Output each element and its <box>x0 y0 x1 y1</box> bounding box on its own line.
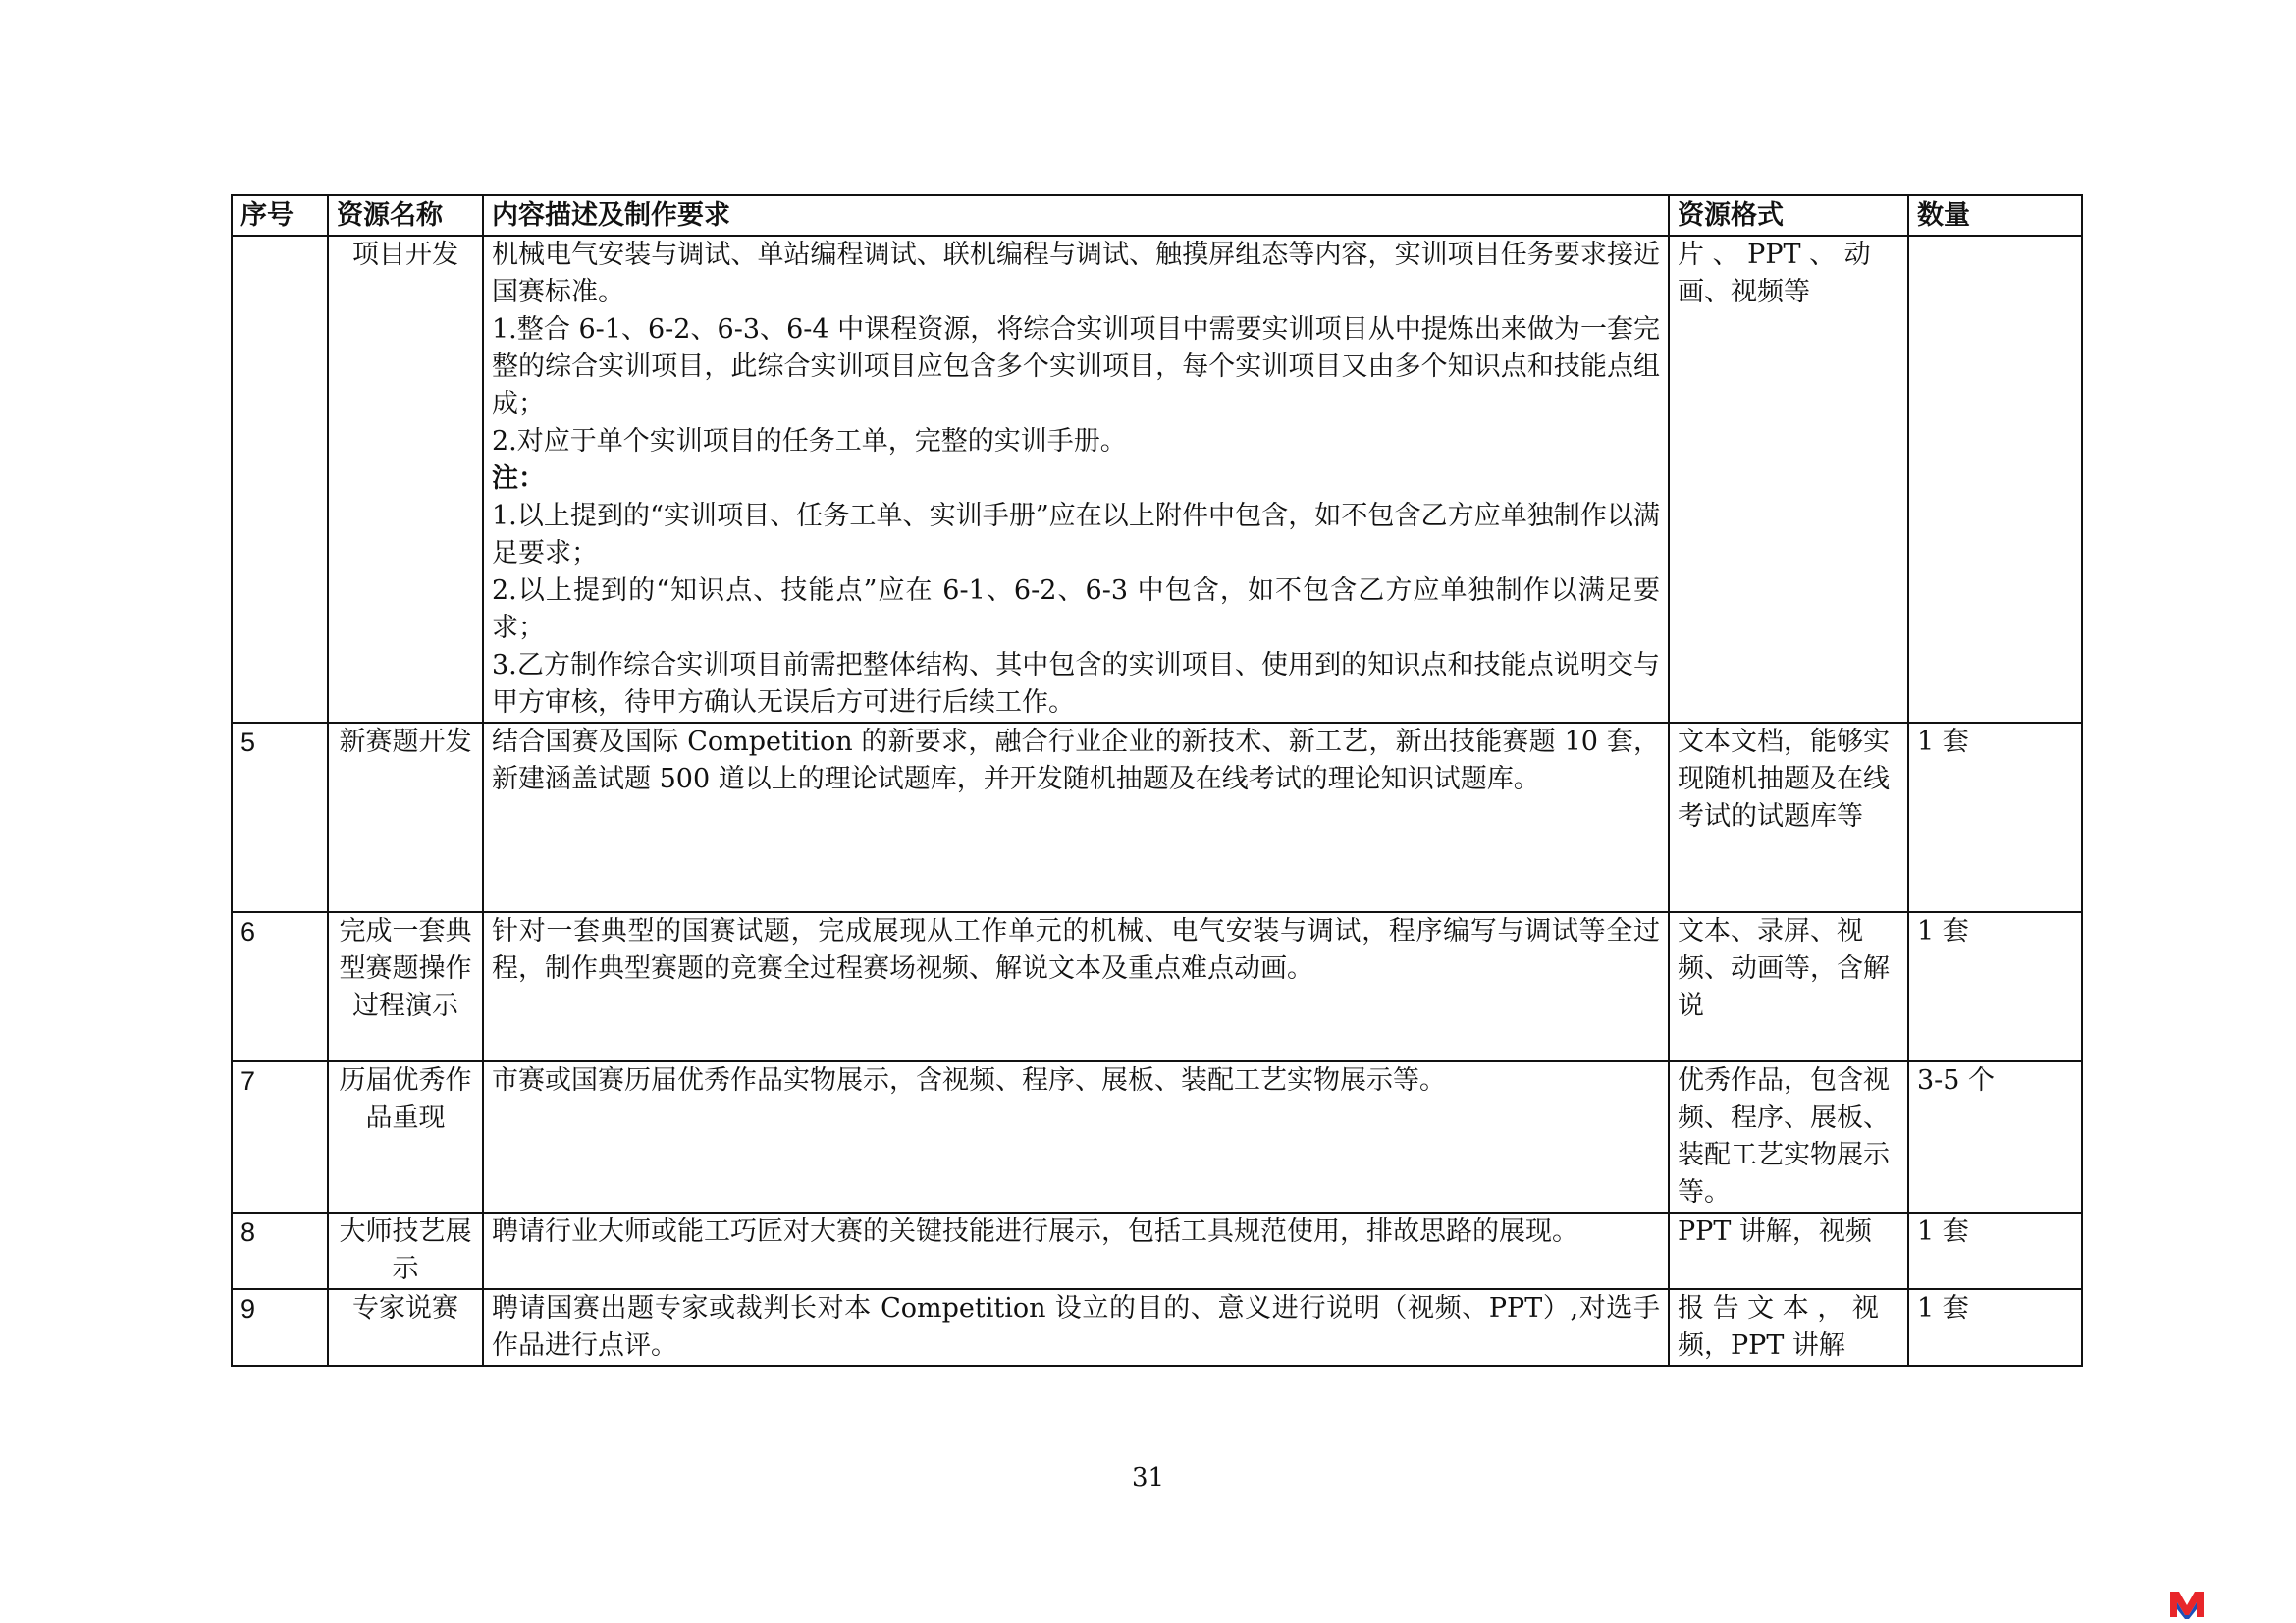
table-row <box>232 1289 2082 1366</box>
cell-no: 6 <box>232 912 328 1061</box>
cell-format: 文本、录屏、视频、动画等，含解说 <box>1669 912 1908 1061</box>
cell-name: 大师技艺展示 <box>328 1213 483 1289</box>
cell-desc <box>483 723 1669 912</box>
header-format: 资源格式 <box>1669 195 1908 236</box>
cell-qty <box>1908 236 2082 723</box>
cell-desc <box>483 1213 1669 1289</box>
cell-no: 7 <box>232 1061 328 1213</box>
cell-desc <box>483 1061 1669 1213</box>
resource-table <box>231 194 2083 1367</box>
desc-paragraph: 市赛或国赛历届优秀作品实物展示，含视频、程序、展板、装配工艺实物展示等。 <box>492 1065 1446 1096</box>
table-row <box>232 912 2082 1061</box>
desc-paragraph: 3.乙方制作综合实训项目前需把整体结构、其中包含的实训项目、使用到的知识点和技能点说明交与甲方审核，待甲方确认无误后方可进行后续工作。 <box>492 650 1660 718</box>
page-number: 31 <box>1131 1463 1165 1492</box>
cell-no <box>232 236 328 723</box>
cell-no: 8 <box>232 1213 328 1289</box>
cell-qty: 1 套 <box>1908 1289 2082 1366</box>
header-qty: 数量 <box>1908 195 2082 236</box>
cell-name: 历届优秀作品重现 <box>328 1061 483 1213</box>
desc-paragraph: 聘请行业大师或能工巧匠对大赛的关键技能进行展示，包括工具规范使用，排故思路的展现。 <box>492 1217 1578 1247</box>
cell-format: 优秀作品，包含视频、程序、展板、装配工艺实物展示等。 <box>1669 1061 1908 1213</box>
desc-paragraph: 2.以上提到的“知识点、技能点”应在 6-1、6-2、6-3 中包含，如不包含乙方应单独制作以满足要求； <box>492 575 1660 643</box>
desc-paragraph: 结合国赛及国际 Competition 的新要求，融合行业企业的新技术、新工艺，新出技能赛题 10 套，新建涵盖试题 500 道以上的理论试题库，并开发随机抽题及在线考试的理论知识试题库。 <box>492 727 1660 794</box>
table-header-row <box>232 195 2082 236</box>
cell-format: 片 、 PPT 、 动画、视频等 <box>1669 236 1908 723</box>
cell-name: 专家说赛 <box>328 1289 483 1366</box>
m-logo-icon <box>2167 1586 2207 1619</box>
cell-qty: 3-5 个 <box>1908 1061 2082 1213</box>
table-row <box>232 723 2082 912</box>
cell-desc <box>483 236 1669 723</box>
cell-qty: 1 套 <box>1908 723 2082 912</box>
desc-paragraph: 2.对应于单个实训项目的任务工单，完整的实训手册。 <box>492 426 1127 457</box>
desc-paragraph: 1.以上提到的“实训项目、任务工单、实训手册”应在以上附件中包含，如不包含乙方应单独制作以满足要求； <box>492 501 1660 568</box>
table-row <box>232 1213 2082 1289</box>
cell-format: 文本文档，能够实现随机抽题及在线考试的试题库等 <box>1669 723 1908 912</box>
table-row <box>232 236 2082 723</box>
desc-paragraph: 1.整合 6-1、6-2、6-3、6-4 中课程资源，将综合实训项目中需要实训项目从中提炼出来做为一套完整的综合实训项目，此综合实训项目应包含多个实训项目，每个实训项目又由多个知识点和技能点组成； <box>492 314 1660 419</box>
note-heading: 注： <box>492 463 545 494</box>
cell-no: 9 <box>232 1289 328 1366</box>
desc-paragraph: 聘请国赛出题专家或裁判长对本 Competition 设立的目的、意义进行说明（视频、PPT）,对选手作品进行点评。 <box>492 1293 1660 1361</box>
cell-qty: 1 套 <box>1908 912 2082 1061</box>
header-name: 资源名称 <box>328 195 483 236</box>
cell-name: 项目开发 <box>328 236 483 723</box>
cell-format: 报 告 文 本 ， 视频，PPT 讲解 <box>1669 1289 1908 1366</box>
desc-paragraph: 针对一套典型的国赛试题，完成展现从工作单元的机械、电气安装与调试，程序编写与调试等全过程，制作典型赛题的竞赛全过程赛场视频、解说文本及重点难点动画。 <box>492 916 1660 984</box>
desc-paragraph: 机械电气安装与调试、单站编程调试、联机编程与调试、触摸屏组态等内容，实训项目任务要求接近国赛标准。 <box>492 240 1660 307</box>
cell-qty: 1 套 <box>1908 1213 2082 1289</box>
cell-format: PPT 讲解，视频 <box>1669 1213 1908 1289</box>
cell-name: 新赛题开发 <box>328 723 483 912</box>
cell-no: 5 <box>232 723 328 912</box>
cell-desc <box>483 912 1669 1061</box>
header-no: 序号 <box>232 195 328 236</box>
header-desc: 内容描述及制作要求 <box>483 195 1669 236</box>
cell-desc <box>483 1289 1669 1366</box>
table-row <box>232 1061 2082 1213</box>
cell-name: 完成一套典型赛题操作过程演示 <box>328 912 483 1061</box>
